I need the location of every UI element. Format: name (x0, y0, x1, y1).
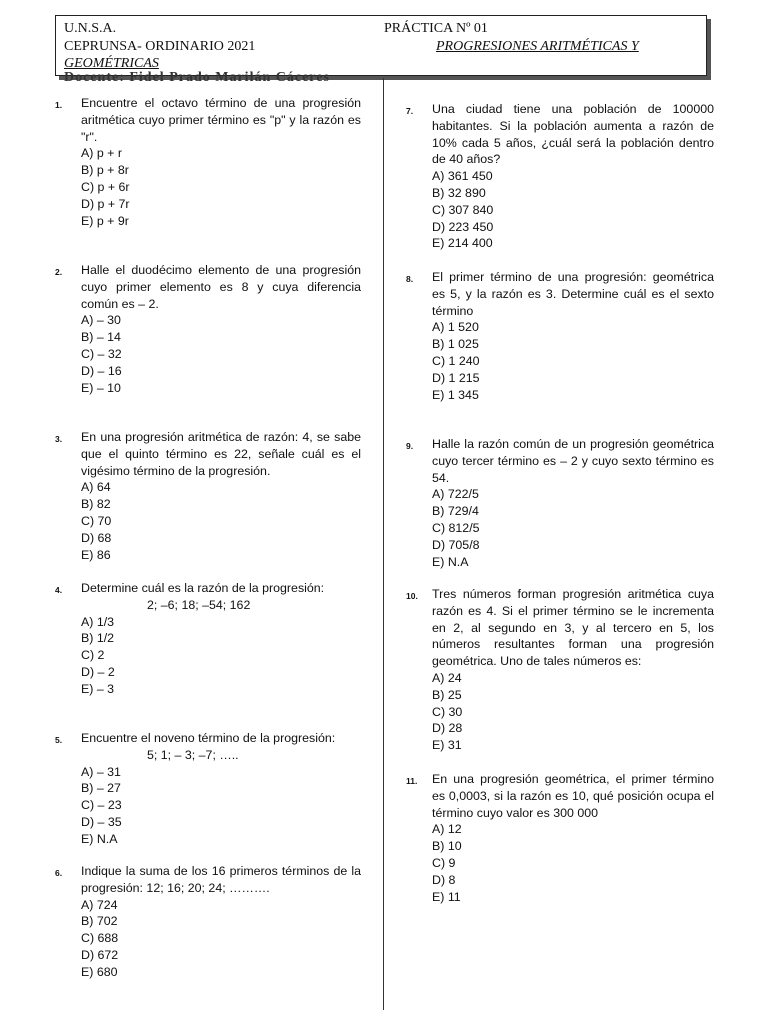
option-a: A) 12 (432, 822, 462, 837)
option-e: E) p + 9r (81, 213, 129, 228)
header-program: CEPRUNSA- ORDINARIO 2021 (64, 39, 256, 54)
option-d: D) 672 (81, 947, 119, 962)
option-e: E) – 3 (81, 681, 115, 696)
option-c: C) 2 (81, 648, 105, 663)
question-number: 8. (406, 274, 414, 284)
option-c: C) – 32 (81, 346, 122, 361)
option-d: D) 8 (432, 872, 456, 887)
option-d: D) 1 215 (432, 370, 480, 385)
question-number: 9. (406, 441, 414, 451)
option-d: D) 68 (81, 530, 112, 545)
option-c: C) 30 (432, 704, 463, 719)
option-e: E) 680 (81, 964, 118, 979)
option-b: B) 25 (432, 687, 462, 702)
option-c: C) – 23 (81, 798, 122, 813)
question-number: 2. (55, 267, 63, 277)
question-text: Halle el duodécimo elemento de una progresión cuyo primer elemento es 8 y cuya diferencia común es – 2. (81, 263, 361, 311)
option-d: D) – 35 (81, 814, 122, 829)
option-b: B) – 14 (81, 330, 121, 345)
option-a: A) – 30 (81, 313, 121, 328)
header-topic: PROGRESIONES ARITMÉTICAS Y (436, 39, 639, 54)
question-number: 11. (406, 776, 418, 786)
option-a: A) 64 (81, 480, 111, 495)
question-text: En una progresión geométrica, el primer término es 0,0003, si la razón es 10, qué posición ocupa el término cuyo valor es 300 000 (432, 772, 714, 820)
question-text: El primer término de una progresión: geométrica es 5, y la razón es 3. Determine cuál es el sexto término (432, 270, 714, 318)
question-text: Una ciudad tiene una población de 100000 habitantes. Si la población aumenta a razón de 10% cada 5 años, ¿cuál será la población dentro de 40 años? (432, 102, 714, 167)
question-text: Determine cuál es la razón de la progresión: (81, 581, 325, 595)
option-a: A) 722/5 (432, 487, 479, 502)
question-number: 6. (55, 868, 63, 878)
option-d: D) 223 450 (432, 219, 494, 234)
option-b: B) 1 025 (432, 337, 479, 352)
question-text: Halle la razón común de un progresión geométrica cuyo tercer término es – 2 y cuyo sexto término es 54. (432, 437, 714, 485)
option-e: E) 1 345 (432, 387, 479, 402)
question-text: En una progresión aritmética de razón: 4, se sabe que el quinto término es 22, señale cuál es el vigésimo término de la progresión. (81, 430, 361, 478)
option-a: A) 724 (81, 897, 118, 912)
option-b: B) 729/4 (432, 504, 479, 519)
option-b: B) p + 8r (81, 163, 129, 178)
option-d: D) – 16 (81, 363, 122, 378)
question-number: 5. (55, 735, 63, 745)
question-number: 7. (406, 106, 414, 116)
option-e: E) 31 (432, 738, 462, 753)
option-c: C) 688 (81, 931, 119, 946)
header-practice-title: PRÁCTICA Nº 01 (384, 21, 488, 36)
option-e: E) 11 (432, 889, 461, 904)
option-c: C) 307 840 (432, 202, 494, 217)
option-c: C) 70 (81, 513, 112, 528)
header-topic-continued: GEOMÉTRICAS (64, 56, 159, 71)
option-e: E) N.A (432, 554, 469, 569)
question-number: 4. (55, 585, 63, 595)
option-e: E) 214 400 (432, 236, 493, 251)
option-e: E) N.A (81, 831, 118, 846)
question-text: Indique la suma de los 16 primeros términos de la progresión: 12; 16; 20; 24; ………. (81, 864, 361, 895)
option-a: A) – 31 (81, 764, 121, 779)
option-b: B) 1/2 (81, 631, 115, 646)
question-text: Encuentre el noveno término de la progresión: (81, 731, 336, 745)
question-text: Encuentre el octavo término de una progresión aritmética cuyo primer término es "p" y la razón es "r". (81, 96, 361, 144)
option-b: B) 10 (432, 839, 462, 854)
question-number: 1. (55, 100, 63, 110)
option-a: A) p + r (81, 146, 122, 161)
header-box (55, 15, 707, 85)
question-text: Tres números forman progresión aritmética cuya razón es 4. Si el primer término se le incrementa en 2, al segundo en 3, y al tercero en 5, los números resultantes forman una progresión geométrica. Uno de tales números es: (432, 587, 714, 669)
option-c: C) p + 6r (81, 179, 130, 194)
option-e: E) 86 (81, 547, 111, 562)
option-c: C) 9 (432, 855, 456, 870)
option-e: E) – 10 (81, 380, 121, 395)
option-b: B) – 27 (81, 781, 121, 796)
option-b: B) 82 (81, 497, 111, 512)
option-a: A) 1 520 (432, 320, 479, 335)
option-b: B) 32 890 (432, 185, 486, 200)
header-cut-line: Docente: Fidel Prado Marilán Cáceres (64, 70, 330, 85)
option-c: C) 812/5 (432, 520, 480, 535)
column-divider (383, 78, 384, 1010)
option-d: D) p + 7r (81, 196, 130, 211)
option-a: A) 1/3 (81, 614, 115, 629)
question-number: 10. (406, 591, 418, 601)
option-b: B) 702 (81, 914, 118, 929)
question-sequence: 2; –6; 18; –54; 162 (147, 597, 251, 612)
question-sequence: 5; 1; – 3; –7; ….. (147, 747, 239, 762)
option-d: D) – 2 (81, 664, 115, 679)
option-c: C) 1 240 (432, 353, 480, 368)
question-number: 3. (55, 434, 63, 444)
option-d: D) 28 (432, 721, 463, 736)
option-a: A) 361 450 (432, 169, 493, 184)
option-d: D) 705/8 (432, 537, 480, 552)
header-university: U.N.S.A. (64, 21, 117, 36)
option-a: A) 24 (432, 670, 462, 685)
